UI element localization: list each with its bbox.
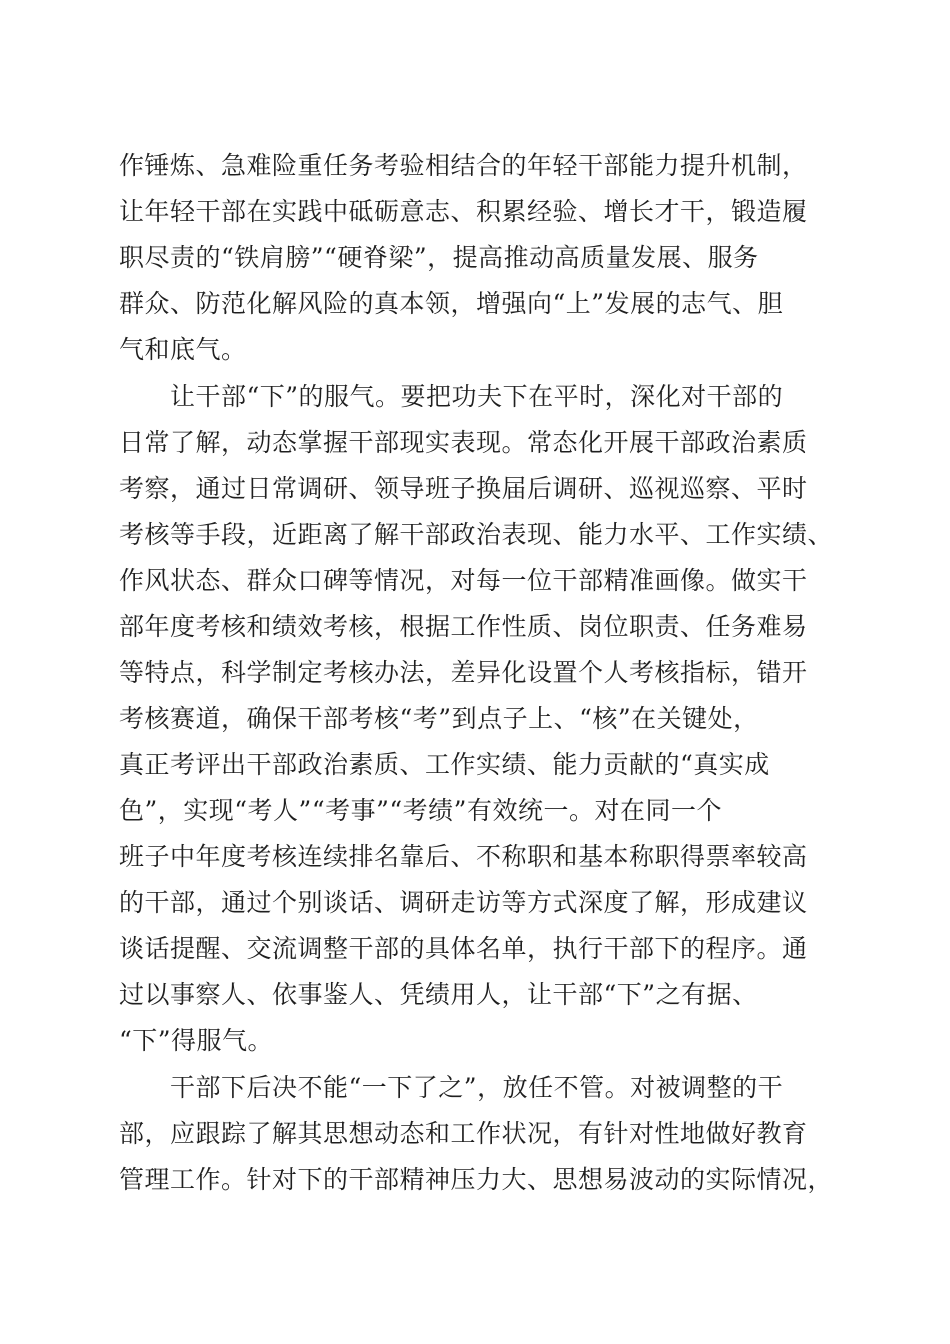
paragraph-line: 干部下后决不能“一下了之”，放任不管。对被调整的干 [170,1073,784,1102]
paragraph-line: 考察，通过日常调研、领导班子换届后调研、巡视巡察、平时 [119,474,808,503]
paragraph-line: 色”，实现“考人”“考事”“考绩”有效统一。对在同一个 [119,796,722,825]
paragraph-line: 群众、防范化解风险的真本领，增强向“上”发展的志气、胆 [119,289,784,318]
paragraph-line: 气和底气。 [119,335,247,364]
paragraph-line: 等特点，科学制定考核办法，差异化设置个人考核指标，错开 [119,658,808,687]
paragraph-line: 让年轻干部在实践中砥砺意志、积累经验、增长才干，锻造履 [119,197,808,226]
paragraph-line: 考核赛道，确保干部考核“考”到点子上、“核”在关键处， [119,704,759,733]
paragraph-line: 让干部“下”的服气。要把功夫下在平时，深化对干部的 [170,382,784,411]
paragraph-line: 职尽责的“铁肩膀”“硬脊梁”，提高推动高质量发展、服务 [119,243,759,272]
paragraph-line: 真正考评出干部政治素质、工作实绩、能力贡献的“真实成 [119,750,770,779]
paragraph-line: 的干部，通过个别谈话、调研走访等方式深度了解，形成建议 [119,888,808,917]
paragraph-line: 过以事察人、依事鉴人、凭绩用人，让干部“下”之有据、 [119,980,758,1009]
paragraph-line: 管理工作。针对下的干部精神压力大、思想易波动的实际情况， [119,1165,834,1194]
paragraph-line: 班子中年度考核连续排名靠后、不称职和基本称职得票率较高 [119,842,808,871]
paragraph-line: 部，应跟踪了解其思想动态和工作状况，有针对性地做好教育 [119,1119,808,1148]
paragraph-line: 作风状态、群众口碑等情况，对每一位干部精准画像。做实干 [119,566,808,595]
paragraph-line: 谈话提醒、交流调整干部的具体名单，执行干部下的程序。通 [119,934,808,963]
paragraph-line: 日常了解，动态掌握干部现实表现。常态化开展干部政治素质 [119,428,808,457]
paragraph-line: 作锤炼、急难险重任务考验相结合的年轻干部能力提升机制， [119,151,808,180]
paragraph-line: 部年度考核和绩效考核，根据工作性质、岗位职责、任务难易 [119,612,808,641]
paragraph-line: 考核等手段，近距离了解干部政治表现、能力水平、工作实绩、 [119,520,834,549]
paragraph-line: “下”得服气。 [119,1026,274,1055]
